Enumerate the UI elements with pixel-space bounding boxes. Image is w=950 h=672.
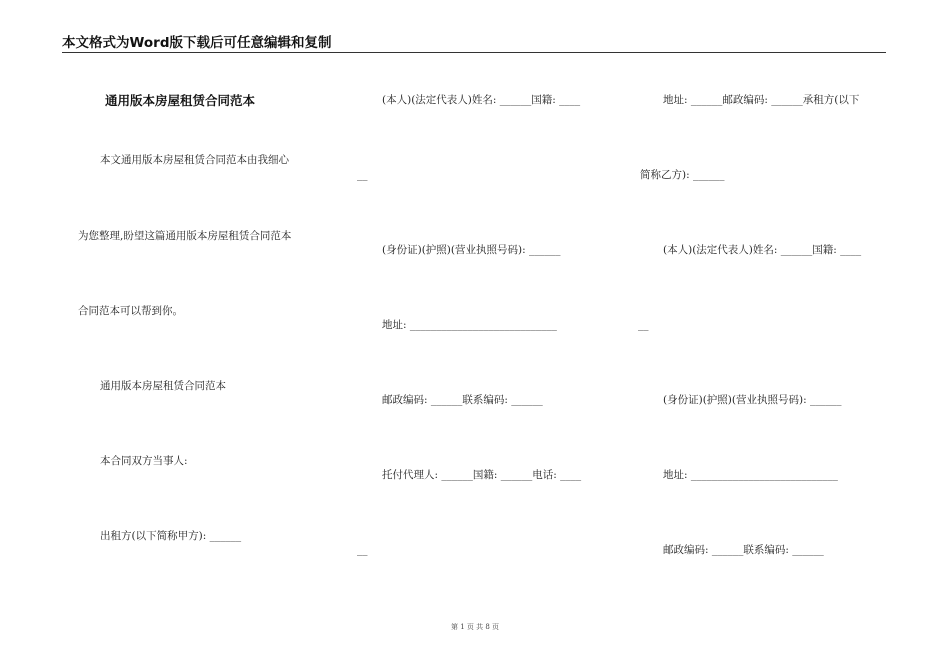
right-postal-contact: 邮政编码: ______联系编码: ______ [663, 544, 824, 556]
middle-address: 地址: ____________________________ [382, 319, 557, 331]
document-title: 通用版本房屋租赁合同范本 [105, 93, 256, 108]
header-divider [62, 52, 886, 53]
middle-postal-contact: 邮政编码: ______联系编码: ______ [382, 394, 543, 406]
intro-line-1: 本文通用版本房屋租赁合同范本由我细心 [100, 154, 289, 166]
right-address: 地址: ____________________________ [663, 469, 838, 481]
middle-name-nationality: (本人)(法定代表人)姓名: ______国籍: ____ [382, 94, 581, 106]
right-underline-continuation: __ [638, 319, 649, 331]
middle-agent: 托付代理人: ______国籍: ______电话: ____ [382, 469, 582, 481]
right-name-nationality: (本人)(法定代表人)姓名: ______国籍: ____ [663, 244, 862, 256]
intro-line-2: 为您整理,盼望这篇通用版本房屋租赁合同范本 [78, 230, 292, 242]
intro-line-3: 合同范本可以帮到你。 [78, 305, 183, 317]
right-id-number: (身份证)(护照)(营业执照号码): ______ [663, 394, 842, 406]
lessor-label: 出租方(以下简称甲方): ______ [100, 530, 242, 542]
middle-id-number: (身份证)(护照)(营业执照号码): ______ [382, 244, 561, 256]
document-header: 本文格式为Word版下载后可任意编辑和复制 [62, 35, 332, 51]
middle-underline-continuation-2: __ [357, 544, 368, 556]
page-number: 第 1 页 共 8 页 [450, 623, 500, 631]
middle-underline-continuation-1: __ [357, 169, 368, 181]
lessee-label: 简称乙方): ______ [640, 169, 725, 181]
contract-heading: 通用版本房屋租赁合同范本 [100, 380, 226, 392]
parties-label: 本合同双方当事人: [100, 455, 188, 467]
right-address-postal: 地址: ______邮政编码: ______承租方(以下 [663, 94, 860, 106]
